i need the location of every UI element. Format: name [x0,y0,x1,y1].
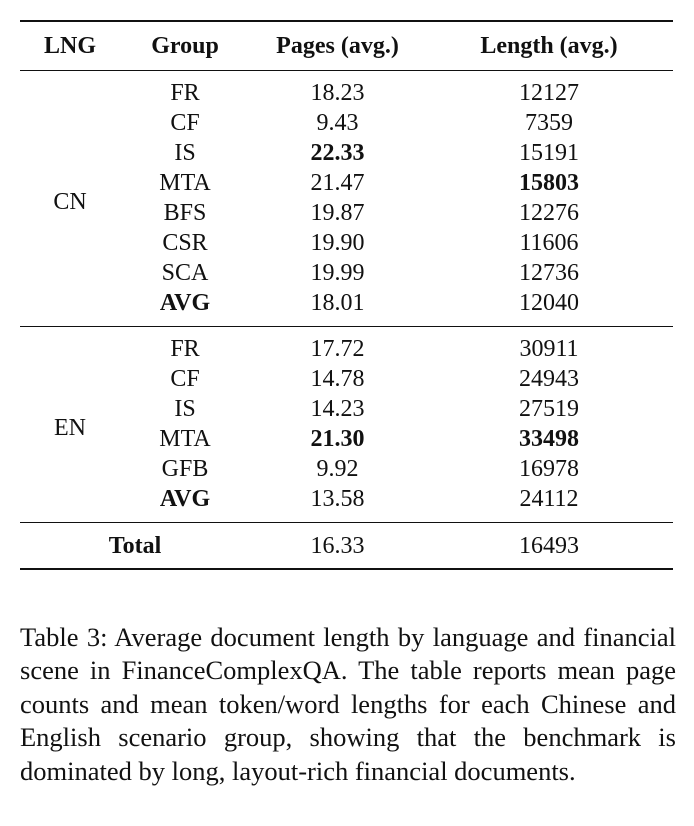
document-length-table [20,20,673,570]
total-length-cell: 16493 [519,532,579,559]
length-cell: 24943 [519,366,579,392]
length-cell-best: 15803 [519,170,579,196]
length-cell: 7359 [525,110,573,136]
table-row [20,71,673,109]
table-row-total [20,523,673,570]
pages-cell: 9.43 [316,110,359,136]
length-cell: 24112 [519,486,579,512]
pages-cell: 13.58 [310,486,365,512]
pages-cell: 21.47 [310,170,365,196]
pages-cell: 14.23 [310,396,365,422]
lng-cell-cn: CN [53,189,87,215]
table-header [20,21,673,71]
pages-cell: 19.87 [310,200,365,226]
group-cell: CF [170,110,200,136]
section-cn [20,71,673,327]
length-cell: 12127 [519,80,579,106]
group-cell: CF [170,366,200,392]
length-cell: 30911 [519,336,579,362]
group-cell: IS [174,396,196,422]
table-caption: Table 3: Average document length by language and financial scene in FinanceComplexQA. The table reports mean page counts and mean token/word lengths for each Chinese and English scenario group, showing that the benchmark is dominated by long, layout-rich financial documents. [20,621,676,786]
pages-cell: 18.01 [310,290,365,316]
pages-cell: 19.90 [310,230,365,256]
header-group: Group [151,33,219,59]
group-cell: FR [170,336,200,362]
group-cell: IS [174,140,196,166]
group-cell: FR [170,80,200,106]
pages-cell-best: 22.33 [310,140,365,166]
section-total [20,523,673,570]
length-cell: 11606 [519,230,579,256]
pages-cell: 14.78 [310,366,365,392]
header-lng: LNG [43,33,96,59]
group-cell: MTA [159,170,211,196]
group-cell: CSR [162,230,208,256]
length-cell: 12736 [519,260,579,286]
group-cell: MTA [159,426,211,452]
pages-cell-best: 21.30 [310,426,365,452]
pages-cell: 17.72 [310,336,365,362]
lng-cell-en: EN [54,415,86,441]
group-cell-avg: AVG [159,290,211,316]
pages-cell: 18.23 [310,80,365,106]
total-label: Total [108,532,162,559]
length-cell: 27519 [519,396,579,422]
length-cell: 15191 [519,140,579,166]
pages-cell: 9.92 [316,456,359,482]
pages-cell: 19.99 [310,260,365,286]
group-cell: SCA [161,260,209,286]
group-cell-avg: AVG [159,486,211,512]
length-cell: 12276 [519,200,579,226]
group-cell: GFB [161,456,209,482]
header-pages: Pages (avg.) [276,33,399,59]
length-cell: 12040 [519,290,579,316]
length-cell: 16978 [519,456,579,482]
group-cell: BFS [163,200,207,226]
header-length: Length (avg.) [480,33,618,59]
length-cell-best: 33498 [519,426,579,452]
section-en [20,327,673,523]
results-table-container [20,20,673,570]
table-row [20,327,673,365]
total-pages-cell: 16.33 [310,532,365,559]
